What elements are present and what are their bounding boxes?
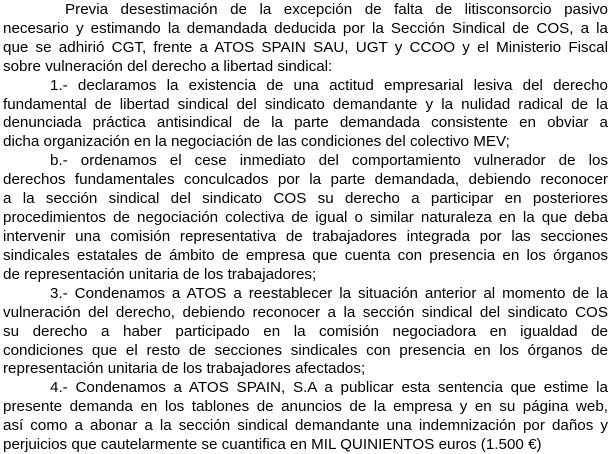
text-line: de representación unitaria de los trabajadores; bbox=[3, 266, 317, 283]
text-line: dicha organización en la negociación de las condiciones del colectivo MEV; bbox=[3, 133, 510, 150]
text-line: fundamental de libertad sindical del sindicato demandante y la nulidad radical de la bbox=[3, 96, 608, 113]
text-line: así como a abonar a la sección sindical demandante una indemnización por daños y bbox=[3, 417, 608, 434]
text-line: perjuicios que cautelarmente se cuantifica en MIL QUINIENTOS euros (1.500 €) bbox=[3, 436, 542, 453]
text-line: sindicales estatales de ámbito de empresa que cuenta con presencia en los órganos bbox=[3, 247, 608, 264]
text-line: sobre vulneración del derecho a libertad sindical: bbox=[3, 58, 333, 75]
text-line: vulneración del derecho, debiendo reconocer a la sección sindical del sindicato COS bbox=[3, 304, 608, 321]
text-line: representación unitaria de los trabajadores afectados; bbox=[3, 360, 366, 377]
text-line: su derecho a haber participado en la comisión negociadora en igualdad de bbox=[3, 323, 608, 340]
text-line: condiciones que el resto de secciones sindicales con presencia en los órganos de bbox=[3, 342, 608, 359]
text-line: b.- ordenamos el cese inmediato del comportamiento vulnerador de los bbox=[50, 152, 608, 169]
text-line: a la sección sindical del sindicato COS su derecho a participar en posteriores bbox=[3, 190, 608, 207]
text-line: 3.- Condenamos a ATOS a reestablecer la situación anterior al momento de la bbox=[50, 285, 608, 302]
text-line: denunciada práctica antisindical de la parte demandada consistente en obviar a bbox=[3, 114, 608, 131]
text-line: Previa desestimación de la excepción de falta de litisconsorcio pasivo bbox=[65, 1, 608, 18]
text-line: intervenir una comisión representativa de trabajadores integrada por las secciones bbox=[3, 228, 608, 245]
text-line: que se adhirió CGT, frente a ATOS SPAIN SAU, UGT y CCOO y el Ministerio Fiscal bbox=[3, 39, 608, 56]
text-line: 4.- Condenamos a ATOS SPAIN, S.A a publicar esta sentencia que estime la bbox=[50, 379, 608, 396]
text-line: necesario y estimando la demandada deducida por la Sección Sindical de COS, a la bbox=[3, 20, 608, 37]
text-line: derechos fundamentales conculcados por la parte demandada, debiendo reconocer bbox=[3, 171, 608, 188]
text-line: presente demanda en los tablones de anuncios de la empresa y en su página web, bbox=[3, 398, 608, 415]
text-line: 1.- declaramos la existencia de una actitud empresarial lesiva del derecho bbox=[50, 77, 608, 94]
text-line: procedimientos de negociación colectiva de igual o similar naturaleza en la que deba bbox=[3, 209, 608, 226]
